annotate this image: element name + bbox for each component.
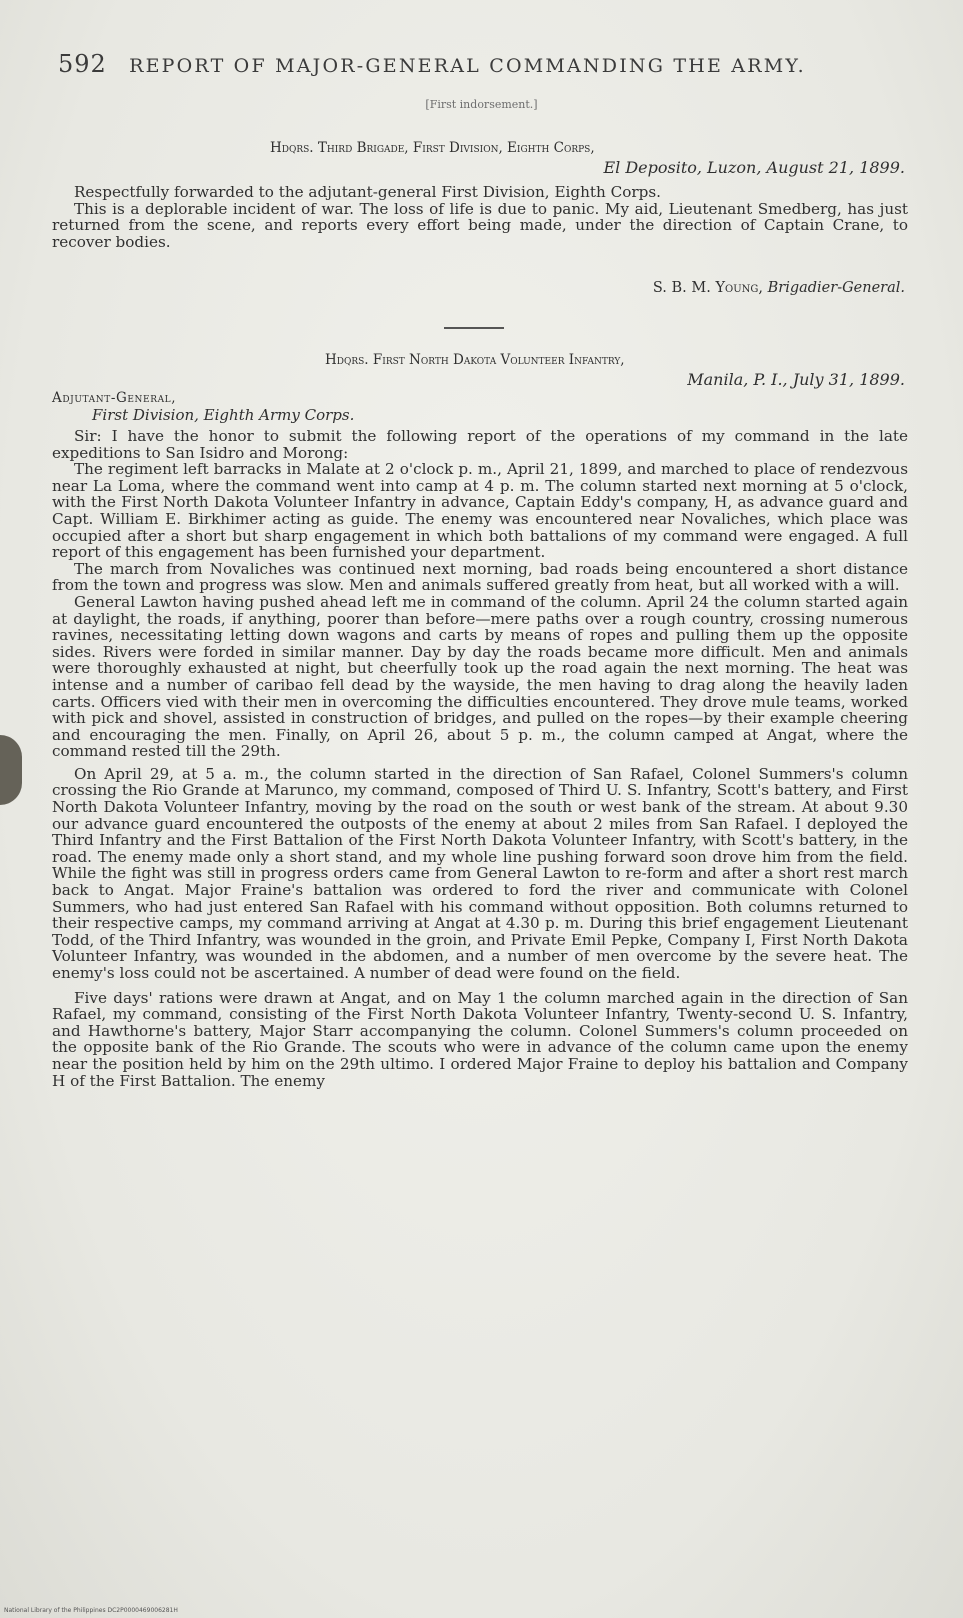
signature-name: S. B. M. Young, — [652, 280, 763, 296]
indorsement-signature — [0, 280, 905, 296]
report-paragraph: The regiment left barracks in Malate at 2 o'clock p. m., April 21, 1899, and marched to place of rendezvous near La Loma, where the command went into camp at 4 p. m. The column started next morning at 5 o'clock, with the First North Dakota Volunteer Infantry in advance, Captain Eddy's company, H, as advance guard and Capt. William E. Birkhimer acting as guide. The enemy was encountered near Novaliches, which place was occupied after a short but sharp engagement in which both battalions of my command were engaged. A full report of this engagement has been furnished your department. — [52, 460, 908, 562]
signature-role: Brigadier-General. — [767, 280, 905, 296]
binding-shadow — [0, 735, 22, 805]
report-paragraph: Sir: I have the honor to submit the following report of the operations of my command in the late expeditions to San Isidro and Morong: — [52, 427, 908, 462]
report-paragraph: General Lawton having pushed ahead left me in command of the column. April 24 the column started again at daylight, the roads, if anything, poorer than before—mere paths over a rough country, crossing numerous ravines, necessitating letting down wagons and carts by means of ropes and pulling them up the opposite sides. Rivers were forded in similar manner. Day by day the roads became more difficult. Men and animals were thoroughly exhausted at night, but cheerfully took up the road again the next morning. The heat was intense and a number of caribao fell dead by the wayside, the men having to drag along the heavily laden carts. Officers vied with their men in overcoming the difficulties encountered. They drove mule teams, worked with pick and shovel, assisted in construction of bridges, and pulled on the ropes—by their example cheering and encouraging the men. Finally, on April 26, about 5 p. m., the column camped at Angat, where the command rested till the 29th. — [52, 592, 908, 761]
indorsement-label: [First indorsement.] — [425, 98, 538, 111]
report-paragraph: The march from Novaliches was continued next morning, bad roads being encountered a short distance from the town and progress was slow. Men and animals suffered greatly from heat, but all worked with a will. — [52, 559, 908, 595]
indorsement-location: El Deposito, Luzon, August 21, 1899. — [603, 158, 905, 177]
indorsement-paragraph: Respectfully forwarded to the adjutant-general First Division, Eighth Corps. — [74, 183, 661, 201]
report-addressee-unit: First Division, Eighth Army Corps. — [92, 406, 355, 424]
report-paragraph: On April 29, at 5 a. m., the column started in the direction of San Rafael, Colonel Summers's column crossing the Rio Grande at Marunco, my command, composed of Third U. S. Infantry, Scott's battery, and First North Dakota Volunteer Infantry, moving by the road on the south or west bank of the stream. At about 9.30 our advance guard encountered the outposts of the enemy at about 2 miles from San Rafael. I deployed the Third Infantry and the First Battalion of the First North Dakota Volunteer Infantry, with Scott's battery, in the road. The enemy made only a short stand, and my whole line pushing forward soon drove him from the field. While the fight was still in progress orders came from General Lawton to re-form and after a short rest march back to Angat. Major Fraine's battalion was ordered to ford the river and communicate with Colonel Summers, who had just entered San Rafael with his command without opposition. Both columns returned to their respective camps, my command arriving at Angat at 4.30 p. m. During this brief engagement Lieutenant Todd, of the Third Infantry, was wounded in the groin, and Private Emil Pepke, Company I, First North Dakota Volunteer Infantry, was wounded in the abdomen, and a number of men overcome by the severe heat. The enemy's loss could not be ascertained. A number of dead were found on the field. — [52, 764, 908, 982]
report-body — [52, 428, 908, 1089]
scan-footer: National Library of the Philippines DC2P0000469006281H — [4, 1607, 178, 1614]
indorsement-hq: Hdqrs. Third Brigade, First Division, Eighth Corps, — [270, 140, 595, 156]
section-divider — [444, 327, 504, 329]
running-header — [58, 50, 918, 78]
indorsement-body — [52, 184, 908, 250]
running-title: REPORT OF MAJOR-GENERAL COMMANDING THE ARMY. — [129, 55, 806, 77]
report-location: Manila, P. I., July 31, 1899. — [687, 370, 905, 389]
report-addressee: Adjutant-General, — [52, 390, 177, 406]
report-hq: Hdqrs. First North Dakota Volunteer Infantry, — [325, 352, 625, 368]
indorsement-paragraph: This is a deplorable incident of war. The loss of life is due to panic. My aid, Lieutenant Smedberg, has just returned from the scene, and reports every effort being made, under the direction of Captain Crane, to recover bodies. — [52, 199, 908, 251]
report-paragraph: Five days' rations were drawn at Angat, and on May 1 the column marched again in the direction of San Rafael, my command, consisting of the First North Dakota Volunteer Infantry, Twenty-second U. S. Infantry, and Hawthorne's battery, Major Starr accompanying the column. Colonel Summers's column proceeded on the opposite bank of the Rio Grande. The scouts who were in advance of the column came upon the enemy near the position held by him on the 29th ultimo. I ordered Major Fraine to deploy his battalion and Company H of the First Battalion. The enemy — [52, 988, 908, 1090]
page-number: 592 — [58, 50, 107, 78]
